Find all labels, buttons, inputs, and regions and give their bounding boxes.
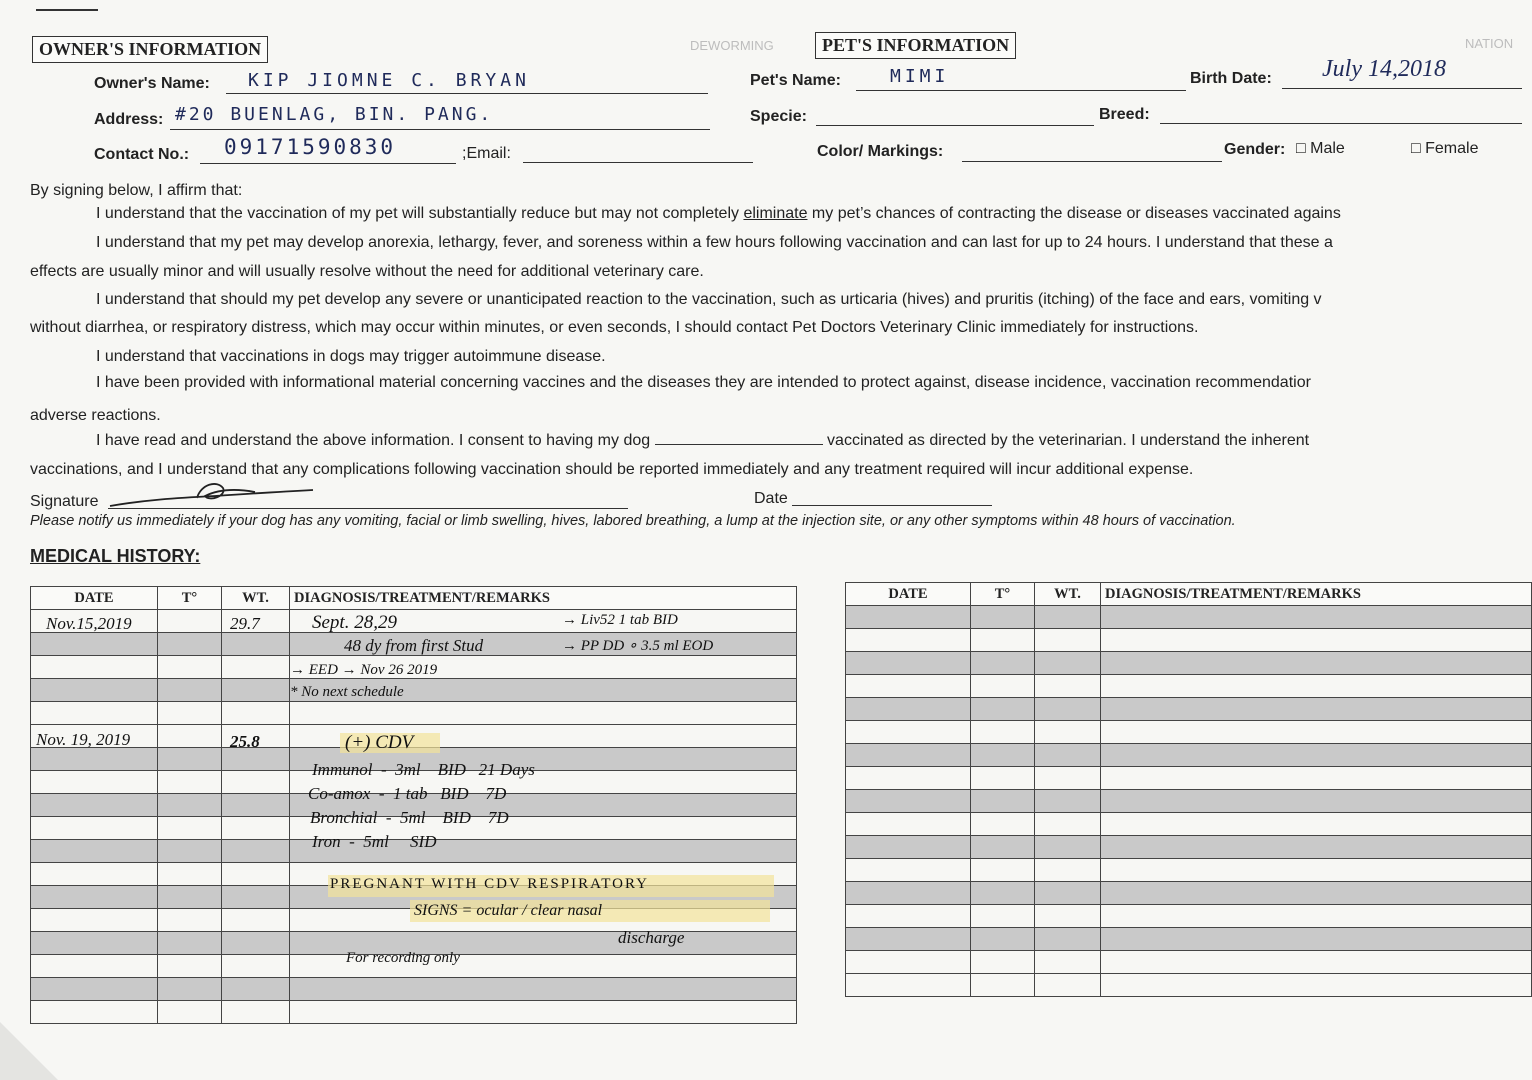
birth-date-line bbox=[1282, 88, 1522, 89]
entry-2-remark-f: PREGNANT WITH CDV RESPIRATORY bbox=[330, 876, 650, 892]
address-label: Address: bbox=[94, 111, 164, 128]
signature-stroke bbox=[110, 484, 313, 506]
folded-corner bbox=[0, 1022, 58, 1080]
entry-2-remark-b: Immunol - 3ml BID 21 Days bbox=[312, 760, 535, 779]
table-row bbox=[846, 836, 1532, 859]
consent-paragraph-1 bbox=[96, 199, 1341, 228]
weight-column-header: WT. bbox=[222, 587, 290, 610]
pet-information-header: PET'S INFORMATION bbox=[815, 32, 1016, 59]
address-value: #20 BUENLAG, BIN. PANG. bbox=[175, 104, 494, 125]
consent-p1-post: my pet’s chances of contracting the disease or diseases vaccinated agains bbox=[807, 205, 1341, 222]
entry-2-remark-i: For recording only bbox=[346, 950, 460, 966]
entry-2-remark-a: (+) CDV bbox=[345, 732, 414, 753]
contact-value: 09171590830 bbox=[224, 135, 397, 159]
table-row bbox=[846, 629, 1532, 652]
entry-1-date: Nov.15,2019 bbox=[46, 614, 132, 633]
consent-paragraph-3a: I understand that should my pet develop any severe or unanticipated reaction to the vaccination, such as urticaria (hives) and pruritis (itching) of the face and ears, vomiting v bbox=[96, 291, 1322, 308]
table-row bbox=[846, 882, 1532, 905]
gender-label: Gender: bbox=[1224, 141, 1286, 158]
gender-female-checkbox[interactable]: □ Female bbox=[1411, 140, 1479, 157]
consent-p1-underlined: eliminate bbox=[743, 205, 808, 222]
consent-p6-pre: I have read and understand the above information. I consent to having my dog bbox=[96, 432, 655, 449]
contact-label: Contact No.: bbox=[94, 146, 190, 163]
table-row bbox=[846, 813, 1532, 836]
entry-2-remark-d: Bronchial - 5ml BID 7D bbox=[310, 808, 509, 827]
gender-male-checkbox[interactable]: □ Male bbox=[1296, 140, 1345, 157]
entry-1-remark-a: Sept. 28,29 bbox=[312, 612, 397, 633]
owner-name-value: KIP JIOMNE C. BRYAN bbox=[248, 70, 530, 91]
birth-date-value: July 14,2018 bbox=[1322, 56, 1446, 82]
medical-history-table-right bbox=[845, 582, 1532, 997]
weight-column-header: WT. bbox=[1035, 583, 1101, 606]
consent-p1-pre: I understand that the vaccination of my pet will substantially reduce but may not completely bbox=[96, 205, 744, 222]
table-row bbox=[846, 974, 1532, 997]
date-column-header: DATE bbox=[846, 583, 971, 606]
vaccination-notice: Please notify us immediately if your dog has any vomiting, facial or limb swelling, hives, labored breathing, a lump at the injection site, or any other symptoms within 48 hours of vaccination. bbox=[30, 513, 1236, 529]
date-column-header: DATE bbox=[31, 587, 158, 610]
table-row bbox=[31, 610, 797, 633]
table-row bbox=[846, 790, 1532, 813]
corner-mark bbox=[36, 9, 98, 11]
date-label: Date bbox=[754, 490, 788, 507]
signature-scribble bbox=[105, 478, 320, 512]
signature-label: Signature bbox=[30, 493, 99, 510]
pet-name-line bbox=[856, 90, 1186, 91]
owner-name-label: Owner's Name: bbox=[94, 75, 210, 92]
table-header-row bbox=[31, 587, 797, 610]
color-markings-line bbox=[962, 161, 1222, 162]
table-row bbox=[31, 702, 797, 725]
dog-blank-line bbox=[655, 430, 823, 445]
temperature-column-header: T° bbox=[971, 583, 1035, 606]
entry-1-weight: 29.7 bbox=[230, 614, 260, 633]
table-row bbox=[31, 679, 797, 702]
table-row bbox=[846, 675, 1532, 698]
owner-name-line bbox=[226, 93, 708, 94]
pet-name-value: MIMI bbox=[890, 66, 950, 87]
entry-1-remark-d: → PP DD ∘ 3.5 ml EOD bbox=[562, 638, 714, 654]
table-row bbox=[846, 652, 1532, 675]
consent-paragraph-4: I understand that vaccinations in dogs may trigger autoimmune disease. bbox=[96, 348, 606, 365]
contact-line bbox=[200, 163, 456, 164]
table-row bbox=[846, 767, 1532, 790]
remarks-column-header: DIAGNOSIS/TREATMENT/REMARKS bbox=[290, 587, 797, 610]
entry-1-remark-b: → Liv52 1 tab BID bbox=[562, 612, 678, 628]
entry-2-remark-c: Co-amox - 1 tab BID 7D bbox=[308, 784, 507, 803]
consent-paragraph-5b: adverse reactions. bbox=[30, 407, 161, 424]
table-row bbox=[846, 951, 1532, 974]
table-row bbox=[846, 698, 1532, 721]
table-row bbox=[31, 978, 797, 1001]
entry-2-date: Nov. 19, 2019 bbox=[36, 730, 131, 749]
pet-name-label: Pet's Name: bbox=[750, 72, 841, 89]
ghost-text-deworming: DEWORMING bbox=[690, 38, 774, 53]
consent-p6-post: vaccinated as directed by the veterinarian. I understand the inherent bbox=[822, 432, 1310, 449]
entry-1-remark-e: → EED → Nov 26 2019 bbox=[290, 662, 438, 678]
address-line bbox=[170, 129, 710, 130]
entry-2-remark-h: discharge bbox=[618, 928, 685, 947]
birth-date-label: Birth Date: bbox=[1190, 70, 1272, 87]
table-row bbox=[846, 744, 1532, 767]
table-row bbox=[846, 905, 1532, 928]
breed-label: Breed: bbox=[1099, 106, 1150, 123]
consent-paragraph-6a bbox=[96, 426, 1309, 455]
temperature-column-header: T° bbox=[158, 587, 222, 610]
table-header-row bbox=[846, 583, 1532, 606]
email-label: ;Email: bbox=[462, 145, 511, 162]
ghost-text-vaccination: NATION bbox=[1465, 36, 1514, 51]
consent-paragraph-6b: vaccinations, and I understand that any complications following vaccination should be reported immediately and any treatment required will incur additional expense. bbox=[30, 461, 1194, 478]
medical-history-title: MEDICAL HISTORY: bbox=[30, 546, 201, 566]
consent-paragraph-5a: I have been provided with informational material concerning vaccines and the diseases they are intended to protect against, disease incidence, vaccination recommendatior bbox=[96, 374, 1311, 391]
entry-2-weight: 25.8 bbox=[230, 732, 260, 751]
table-row bbox=[846, 721, 1532, 744]
specie-label: Specie: bbox=[750, 108, 807, 125]
table-row bbox=[846, 606, 1532, 629]
consent-paragraph-2a: I understand that my pet may develop anorexia, lethargy, fever, and soreness within a few hours following vaccination and can last for up to 24 hours. I understand that these a bbox=[96, 234, 1333, 251]
remarks-column-header: DIAGNOSIS/TREATMENT/REMARKS bbox=[1101, 583, 1532, 606]
consent-paragraph-2b: effects are usually minor and will usually resolve without the need for additional veterinary care. bbox=[30, 263, 704, 280]
entry-2-remark-e: Iron - 5ml SID bbox=[312, 832, 437, 851]
entry-2-remark-g: SIGNS = ocular / clear nasal bbox=[414, 902, 603, 919]
entry-1-remark-c: 48 dy from first Stud bbox=[344, 636, 484, 655]
specie-line bbox=[816, 125, 1094, 126]
date-line bbox=[792, 505, 992, 506]
table-row bbox=[31, 1001, 797, 1024]
consent-intro: By signing below, I affirm that: bbox=[30, 182, 243, 199]
table-row bbox=[846, 928, 1532, 951]
consent-paragraph-3b: without diarrhea, or respiratory distress, which may occur within minutes, or even seconds, I should contact Pet Doctors Veterinary Clinic immediately for instructions. bbox=[30, 319, 1199, 336]
entry-1-remark-f: * No next schedule bbox=[290, 684, 404, 700]
owner-information-header: OWNER'S INFORMATION bbox=[32, 36, 268, 63]
color-markings-label: Color/ Markings: bbox=[817, 143, 944, 160]
breed-line bbox=[1160, 123, 1522, 124]
table-row bbox=[846, 859, 1532, 882]
email-line bbox=[523, 162, 753, 163]
